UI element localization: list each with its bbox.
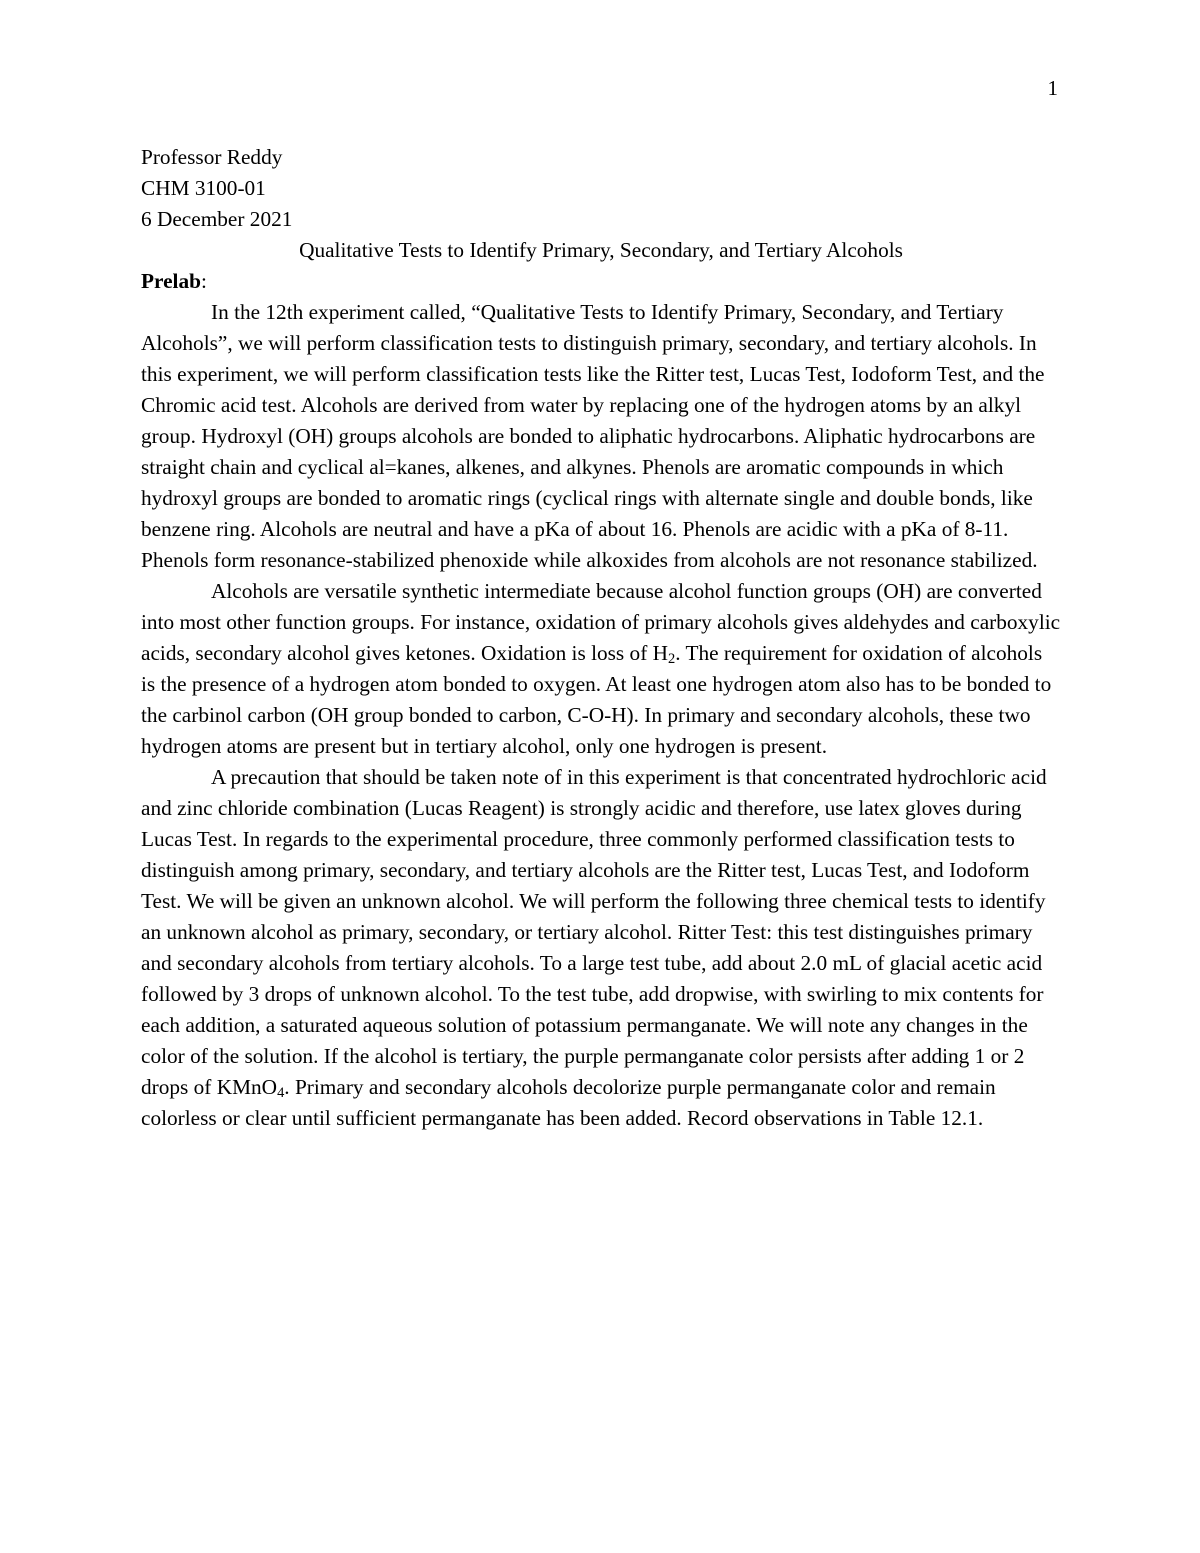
section-heading-colon: : bbox=[200, 269, 207, 293]
kmno4-subscript: 4 bbox=[277, 1085, 285, 1102]
paragraph-2 bbox=[141, 576, 1061, 762]
course-code: CHM 3100-01 bbox=[141, 176, 266, 200]
section-heading-label: Prelab bbox=[141, 269, 201, 293]
document-body bbox=[141, 142, 1061, 1134]
h2-subscript: 2 bbox=[668, 651, 676, 668]
page-number: 1 bbox=[1047, 76, 1058, 100]
paragraph-1: In the 12th experiment called, “Qualitative Tests to Identify Primary, Secondary, and Tertiary Alcohols”, we will perform classification tests to distinguish primary, secondary, and tertiary alcohols. In this experiment, we will perform classification tests like the Ritter test, Lucas Test, Iodoform Test, and the Chromic acid test. Alcohols are derived from water by replacing one of the hydrogen atoms by an alkyl group. Hydroxyl (OH) groups alcohols are bonded to aliphatic hydrocarbons. Aliphatic hydrocarbons are straight chain and cyclical al=kanes, alkenes, and alkynes. Phenols are aromatic compounds in which hydroxyl groups are bonded to aromatic rings (cyclical rings with alternate single and double bonds, like benzene ring. Alcohols are neutral and have a pKa of about 16. Phenols are acidic with a pKa of 8-11. Phenols form resonance-stabilized phenoxide while alkoxides from alcohols are not resonance stabilized. bbox=[141, 300, 1045, 572]
paragraph-2-text-b: . The requirement for oxidation of alcohols is the presence of a hydrogen atom bonded to oxygen. At least one hydrogen atom also has to be bonded to the carbinol carbon (OH group bonded to carbon, C-O-H). In primary and secondary alcohols, these two hydrogen atoms are present but in tertiary alcohol, only one hydrogen is present. bbox=[141, 641, 1052, 758]
paragraph-3-text-a: A precaution that should be taken note of in this experiment is that concentrated hydrochloric acid and zinc chloride combination (Lucas Reagent) is strongly acidic and therefore, use latex gloves during Lucas Test. In regards to the experimental procedure, three commonly performed classification tests to distinguish among primary, secondary, and tertiary alcohols are the Ritter test, Lucas Test, and Iodoform Test. We will be given an unknown alcohol. We will perform the following three chemical tests to identify an unknown alcohol as primary, secondary, or tertiary alcohol. Ritter Test: this test distinguishes primary and secondary alcohols from tertiary alcohols. To a large test tube, add about 2.0 mL of glacial acetic acid followed by 3 drops of unknown alcohol. To the test tube, add dropwise, with swirling to mix contents for each addition, a saturated aqueous solution of potassium permanganate. We will note any changes in the color of the solution. If the alcohol is tertiary, the purple permanganate color persists after adding 1 or 2 drops of KMnO bbox=[141, 765, 1047, 1099]
paragraph-3 bbox=[141, 762, 1061, 1134]
document-title: Qualitative Tests to Identify Primary, Secondary, and Tertiary Alcohols bbox=[299, 238, 903, 262]
paragraph-3-text-b: . Primary and secondary alcohols decolorize purple permanganate color and remain colorless or clear until sufficient permanganate has been added. Record observations in Table 12.1. bbox=[141, 1075, 996, 1130]
paragraph-2-text-a: Alcohols are versatile synthetic intermediate because alcohol function groups (OH) are converted into most other function groups. For instance, oxidation of primary alcohols gives aldehydes and carboxylic acids, secondary alcohol gives ketones. Oxidation is loss of H bbox=[141, 579, 1061, 665]
professor-name: Professor Reddy bbox=[141, 145, 283, 169]
section-heading-prelab bbox=[141, 266, 1061, 297]
document-date: 6 December 2021 bbox=[141, 207, 293, 231]
